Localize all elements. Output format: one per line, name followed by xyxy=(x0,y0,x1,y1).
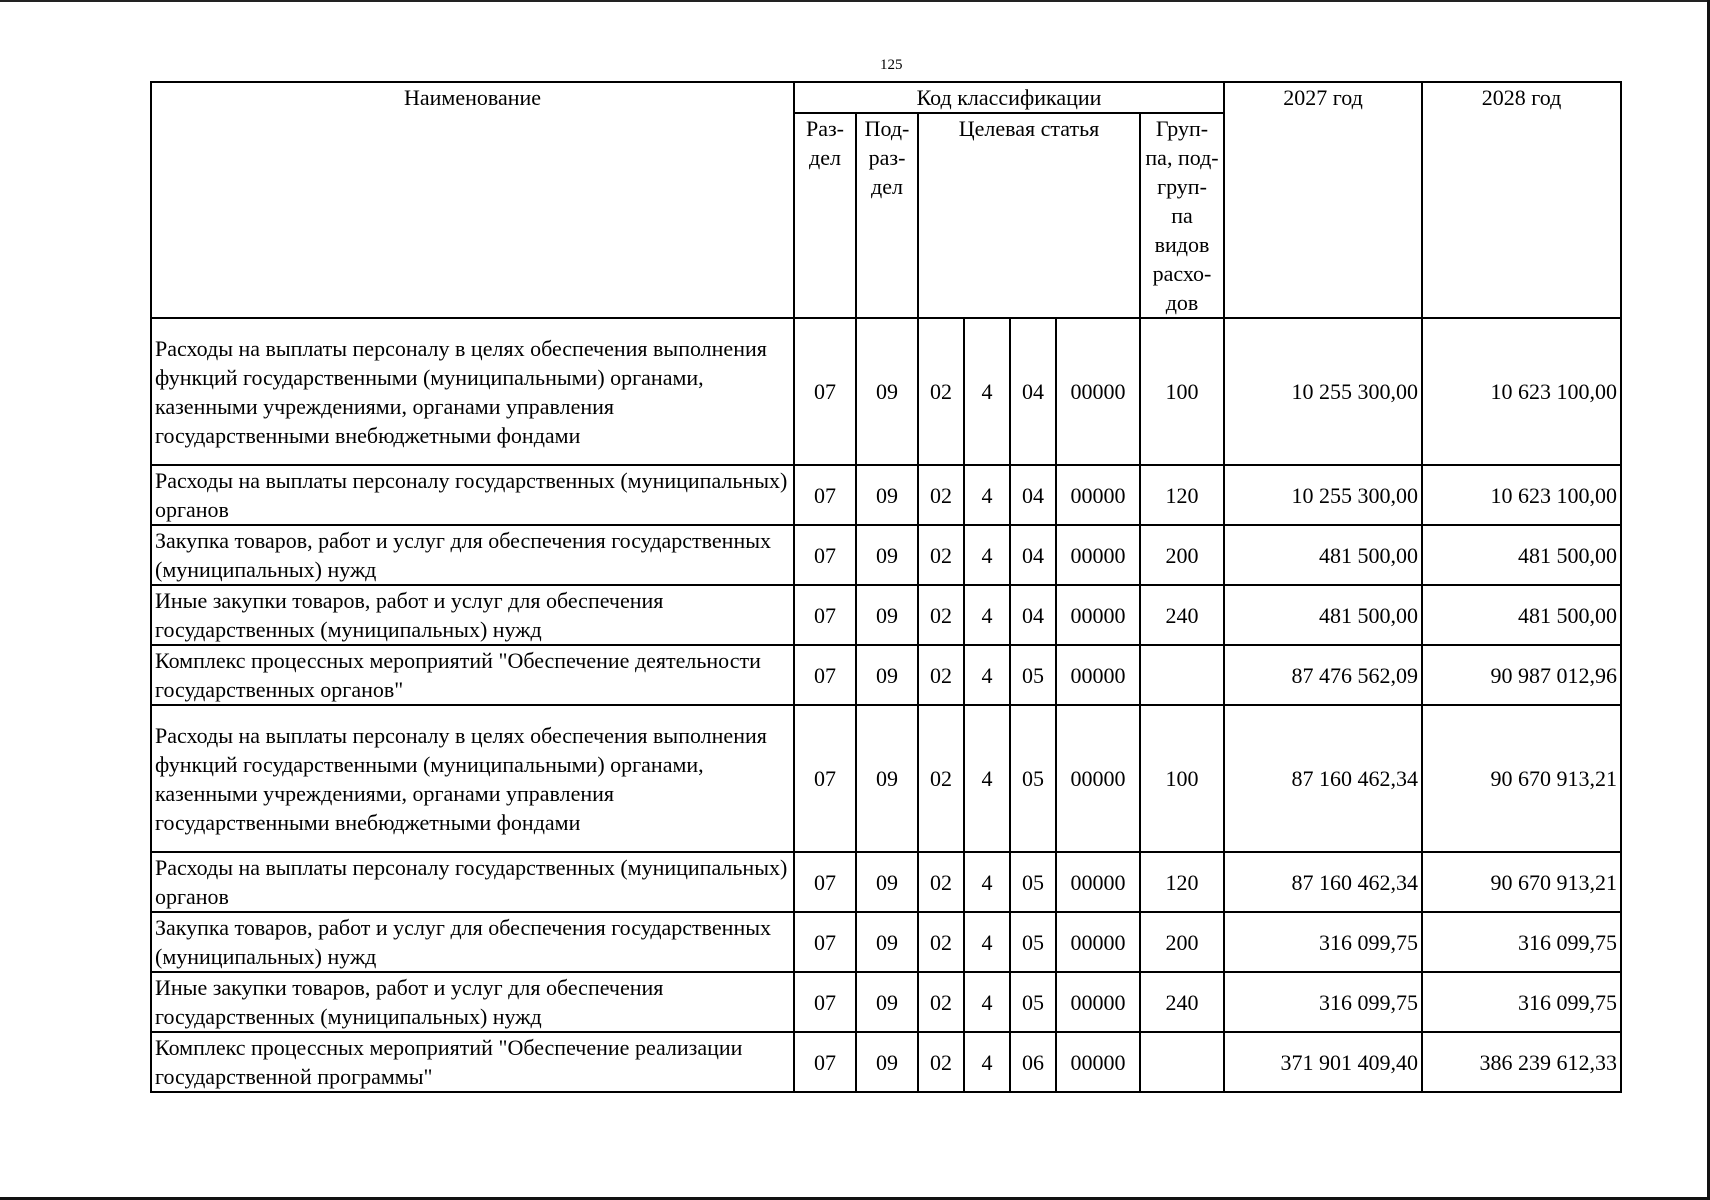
table-row xyxy=(151,318,1621,465)
row-name: Расходы на выплаты персоналу в целях обеспечения выполнения функций государственными (муниципальными) органами, казенными учреждениями, органами управления государственными внебюджетными фондами xyxy=(151,318,794,465)
row-podrazdel: 09 xyxy=(856,912,918,972)
row-target-part1: 02 xyxy=(918,852,964,912)
row-podrazdel: 09 xyxy=(856,465,918,525)
row-target-part2: 4 xyxy=(964,645,1010,705)
row-target-part4: 00000 xyxy=(1056,912,1140,972)
row-target-part3: 05 xyxy=(1010,705,1056,852)
row-razdel: 07 xyxy=(794,912,856,972)
row-amount-2028: 481 500,00 xyxy=(1422,525,1621,585)
row-target-part4: 00000 xyxy=(1056,318,1140,465)
row-expense-group: 200 xyxy=(1140,525,1224,585)
row-razdel: 07 xyxy=(794,852,856,912)
row-expense-group: 200 xyxy=(1140,912,1224,972)
row-target-part1: 02 xyxy=(918,585,964,645)
row-target-part3: 05 xyxy=(1010,912,1056,972)
row-target-part3: 04 xyxy=(1010,318,1056,465)
row-target-part3: 05 xyxy=(1010,852,1056,912)
row-expense-group: 100 xyxy=(1140,318,1224,465)
row-expense-group: 240 xyxy=(1140,585,1224,645)
header-classification: Код классификации xyxy=(794,82,1224,113)
row-razdel: 07 xyxy=(794,705,856,852)
row-target-part1: 02 xyxy=(918,525,964,585)
table-row xyxy=(151,852,1621,912)
row-razdel: 07 xyxy=(794,525,856,585)
row-target-part1: 02 xyxy=(918,465,964,525)
table-row xyxy=(151,1032,1621,1092)
row-target-part1: 02 xyxy=(918,705,964,852)
row-target-part2: 4 xyxy=(964,912,1010,972)
row-name: Комплекс процессных мероприятий "Обеспечение реализации государственной программы" xyxy=(151,1032,794,1092)
row-podrazdel: 09 xyxy=(856,585,918,645)
row-podrazdel: 09 xyxy=(856,645,918,705)
row-amount-2027: 371 901 409,40 xyxy=(1224,1032,1422,1092)
table-row xyxy=(151,972,1621,1032)
row-amount-2028: 10 623 100,00 xyxy=(1422,318,1621,465)
row-amount-2028: 316 099,75 xyxy=(1422,912,1621,972)
row-podrazdel: 09 xyxy=(856,525,918,585)
row-amount-2028: 316 099,75 xyxy=(1422,972,1621,1032)
table-row xyxy=(151,705,1621,852)
row-target-part3: 04 xyxy=(1010,465,1056,525)
row-target-part3: 05 xyxy=(1010,645,1056,705)
row-target-part4: 00000 xyxy=(1056,852,1140,912)
row-expense-group: 120 xyxy=(1140,852,1224,912)
row-target-part4: 00000 xyxy=(1056,705,1140,852)
row-podrazdel: 09 xyxy=(856,1032,918,1092)
row-amount-2028: 386 239 612,33 xyxy=(1422,1032,1621,1092)
row-target-part4: 00000 xyxy=(1056,585,1140,645)
row-amount-2028: 481 500,00 xyxy=(1422,585,1621,645)
row-name: Комплекс процессных мероприятий "Обеспечение деятельности государственных органов" xyxy=(151,645,794,705)
row-target-part3: 06 xyxy=(1010,1032,1056,1092)
row-target-part4: 00000 xyxy=(1056,1032,1140,1092)
row-amount-2027: 481 500,00 xyxy=(1224,585,1422,645)
row-amount-2027: 10 255 300,00 xyxy=(1224,465,1422,525)
row-podrazdel: 09 xyxy=(856,972,918,1032)
row-podrazdel: 09 xyxy=(856,852,918,912)
table-header xyxy=(151,82,1621,318)
table-body xyxy=(151,318,1621,1092)
row-target-part1: 02 xyxy=(918,972,964,1032)
header-podrazdel: Под- раз- дел xyxy=(856,113,918,318)
row-expense-group xyxy=(1140,645,1224,705)
row-amount-2028: 90 987 012,96 xyxy=(1422,645,1621,705)
row-name: Иные закупки товаров, работ и услуг для обеспечения государственных (муниципальных) нужд xyxy=(151,585,794,645)
row-target-part2: 4 xyxy=(964,465,1010,525)
row-amount-2027: 10 255 300,00 xyxy=(1224,318,1422,465)
table-row xyxy=(151,645,1621,705)
row-name: Закупка товаров, работ и услуг для обеспечения государственных (муниципальных) нужд xyxy=(151,525,794,585)
row-target-part4: 00000 xyxy=(1056,972,1140,1032)
row-expense-group: 100 xyxy=(1140,705,1224,852)
row-amount-2027: 316 099,75 xyxy=(1224,972,1422,1032)
row-expense-group: 120 xyxy=(1140,465,1224,525)
row-name: Расходы на выплаты персоналу государственных (муниципальных) органов xyxy=(151,465,794,525)
page-number: 125 xyxy=(880,57,903,73)
row-name: Закупка товаров, работ и услуг для обеспечения государственных (муниципальных) нужд xyxy=(151,912,794,972)
table-row xyxy=(151,525,1621,585)
row-amount-2028: 10 623 100,00 xyxy=(1422,465,1621,525)
row-razdel: 07 xyxy=(794,585,856,645)
row-amount-2027: 316 099,75 xyxy=(1224,912,1422,972)
header-target-article: Целевая статья xyxy=(918,113,1140,318)
row-amount-2027: 87 160 462,34 xyxy=(1224,852,1422,912)
row-target-part2: 4 xyxy=(964,525,1010,585)
row-expense-group: 240 xyxy=(1140,972,1224,1032)
row-target-part2: 4 xyxy=(964,1032,1010,1092)
row-target-part2: 4 xyxy=(964,585,1010,645)
row-podrazdel: 09 xyxy=(856,705,918,852)
table-row xyxy=(151,585,1621,645)
header-year-2028: 2028 год xyxy=(1422,82,1621,318)
row-target-part4: 00000 xyxy=(1056,525,1140,585)
row-razdel: 07 xyxy=(794,1032,856,1092)
budget-table xyxy=(150,81,1622,1093)
row-razdel: 07 xyxy=(794,465,856,525)
row-razdel: 07 xyxy=(794,645,856,705)
row-amount-2028: 90 670 913,21 xyxy=(1422,852,1621,912)
table-row xyxy=(151,465,1621,525)
row-target-part4: 00000 xyxy=(1056,645,1140,705)
row-target-part3: 04 xyxy=(1010,585,1056,645)
row-target-part2: 4 xyxy=(964,318,1010,465)
row-amount-2027: 481 500,00 xyxy=(1224,525,1422,585)
row-amount-2027: 87 160 462,34 xyxy=(1224,705,1422,852)
row-target-part3: 04 xyxy=(1010,525,1056,585)
row-target-part4: 00000 xyxy=(1056,465,1140,525)
row-target-part1: 02 xyxy=(918,318,964,465)
row-target-part1: 02 xyxy=(918,1032,964,1092)
row-razdel: 07 xyxy=(794,318,856,465)
header-year-2027: 2027 год xyxy=(1224,82,1422,318)
row-amount-2028: 90 670 913,21 xyxy=(1422,705,1621,852)
table-row xyxy=(151,912,1621,972)
row-amount-2027: 87 476 562,09 xyxy=(1224,645,1422,705)
row-podrazdel: 09 xyxy=(856,318,918,465)
row-target-part1: 02 xyxy=(918,645,964,705)
row-target-part1: 02 xyxy=(918,912,964,972)
header-expense-group: Груп- па, под- груп- па видов расхо- дов xyxy=(1140,113,1224,318)
header-name: Наименование xyxy=(151,82,794,318)
row-target-part2: 4 xyxy=(964,852,1010,912)
row-target-part2: 4 xyxy=(964,705,1010,852)
row-name: Расходы на выплаты персоналу государственных (муниципальных) органов xyxy=(151,852,794,912)
row-expense-group xyxy=(1140,1032,1224,1092)
row-name: Расходы на выплаты персоналу в целях обеспечения выполнения функций государственными (муниципальными) органами, казенными учреждениями, органами управления государственными внебюджетными фондами xyxy=(151,705,794,852)
scan-edge-top xyxy=(0,0,1710,2)
header-razdel: Раз- дел xyxy=(794,113,856,318)
row-name: Иные закупки товаров, работ и услуг для обеспечения государственных (муниципальных) нужд xyxy=(151,972,794,1032)
row-target-part3: 05 xyxy=(1010,972,1056,1032)
row-razdel: 07 xyxy=(794,972,856,1032)
row-target-part2: 4 xyxy=(964,972,1010,1032)
